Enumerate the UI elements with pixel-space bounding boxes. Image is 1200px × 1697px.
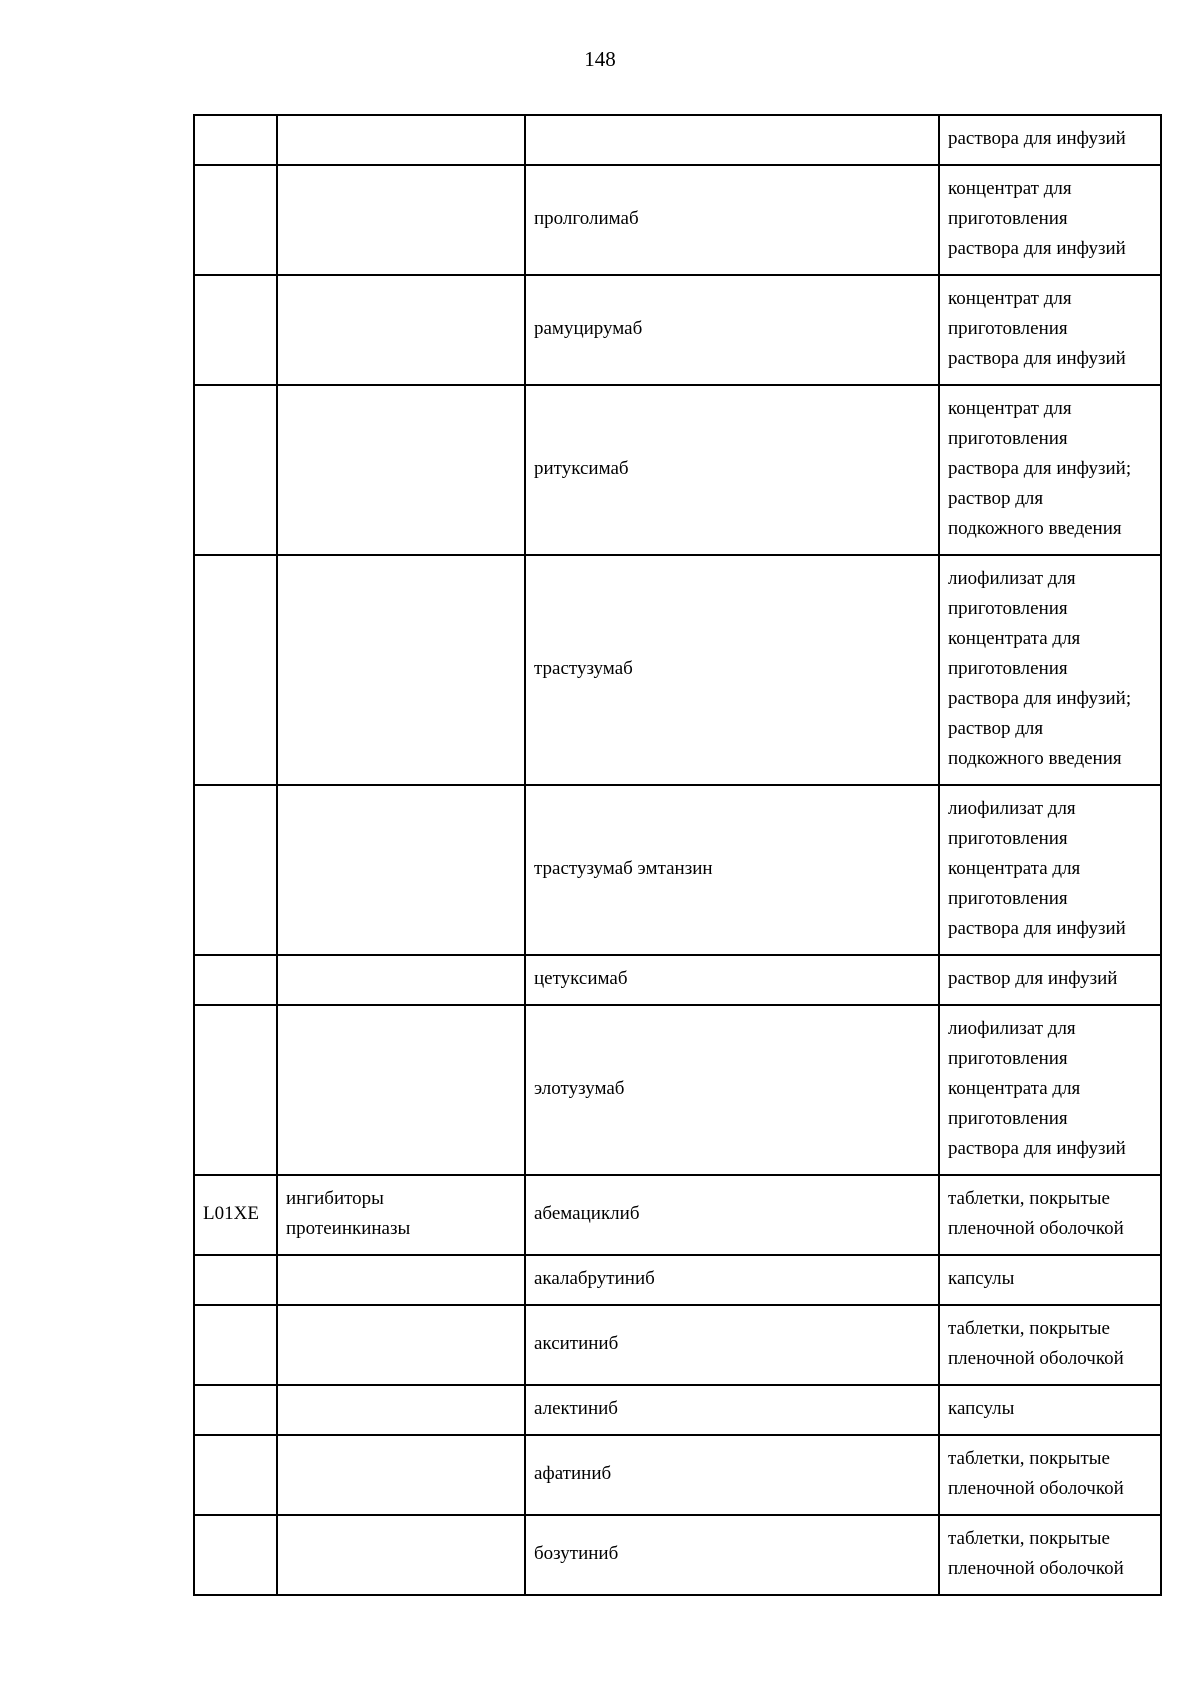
dosage-form-cell [939, 115, 1161, 165]
atc-code-cell [194, 785, 277, 955]
dosage-form-cell-text: капсулы [948, 1268, 1015, 1289]
group-name-cell [277, 115, 525, 165]
group-name-cell [277, 1305, 525, 1385]
drug-name-cell [525, 1385, 939, 1435]
dosage-form-cell [939, 1005, 1161, 1175]
drug-name-cell [525, 555, 939, 785]
dosage-form-cell [939, 955, 1161, 1005]
group-name-cell [277, 1255, 525, 1305]
table-row [194, 785, 1161, 955]
page-number: 148 [584, 47, 616, 71]
drug-name-cell-text: акалабрутиниб [534, 1268, 655, 1289]
drug-name-cell-text: трастузумаб эмтанзин [534, 858, 713, 879]
dosage-form-cell-text: таблетки, покрытые пленочной оболочкой [948, 1528, 1124, 1579]
drug-name-cell [525, 1305, 939, 1385]
drug-name-cell [525, 1515, 939, 1595]
group-name-cell [277, 1515, 525, 1595]
atc-code-cell [194, 1175, 277, 1255]
drug-name-cell [525, 1175, 939, 1255]
drug-name-cell [525, 165, 939, 275]
group-name-cell [277, 275, 525, 385]
dosage-form-cell [939, 165, 1161, 275]
drug-name-cell [525, 955, 939, 1005]
table-row [194, 115, 1161, 165]
dosage-form-cell-text: концентрат для приготовления раствора для инфузий [948, 178, 1126, 259]
atc-code-cell [194, 1005, 277, 1175]
atc-code-cell [194, 385, 277, 555]
atc-code-cell [194, 275, 277, 385]
dosage-form-cell-text: концентрат для приготовления раствора для инфузий [948, 288, 1126, 369]
drug-name-cell [525, 1255, 939, 1305]
dosage-form-cell-text: лиофилизат для приготовления концентрата для приготовления раствора для инфузий [948, 798, 1126, 939]
drug-name-cell [525, 115, 939, 165]
atc-code-cell [194, 955, 277, 1005]
drug-name-cell-text: пролголимаб [534, 208, 639, 229]
drug-name-cell [525, 785, 939, 955]
group-name-cell-text: ингибиторы протеинкиназы [286, 1188, 411, 1239]
drug-name-cell-text: акситиниб [534, 1333, 619, 1354]
drug-name-cell [525, 275, 939, 385]
table-body [194, 115, 1161, 1595]
drug-name-cell [525, 385, 939, 555]
table-row [194, 1005, 1161, 1175]
group-name-cell [277, 165, 525, 275]
dosage-form-cell-text: раствор для инфузий [948, 968, 1118, 989]
dosage-form-cell-text: таблетки, покрытые пленочной оболочкой [948, 1188, 1124, 1239]
atc-code-cell [194, 1435, 277, 1515]
dosage-form-cell [939, 1515, 1161, 1595]
dosage-form-cell-text: раствора для инфузий [948, 128, 1126, 149]
drug-name-cell [525, 1005, 939, 1175]
dosage-form-cell [939, 1435, 1161, 1515]
atc-code-cell [194, 555, 277, 785]
table-row [194, 955, 1161, 1005]
dosage-form-cell-text: таблетки, покрытые пленочной оболочкой [948, 1448, 1124, 1499]
dosage-form-cell [939, 1385, 1161, 1435]
dosage-form-cell [939, 275, 1161, 385]
dosage-form-cell [939, 385, 1161, 555]
dosage-form-cell-text: лиофилизат для приготовления концентрата для приготовления раствора для инфузий; раствор для подкожного введения [948, 568, 1132, 769]
drug-name-cell-text: абемациклиб [534, 1203, 640, 1224]
dosage-form-cell [939, 555, 1161, 785]
atc-code-cell [194, 1305, 277, 1385]
table-row [194, 1435, 1161, 1515]
table-row [194, 385, 1161, 555]
dosage-form-cell [939, 1305, 1161, 1385]
group-name-cell [277, 1385, 525, 1435]
dosage-form-cell-text: лиофилизат для приготовления концентрата для приготовления раствора для инфузий [948, 1018, 1126, 1159]
group-name-cell [277, 1005, 525, 1175]
drug-name-cell-text: элотузумаб [534, 1078, 625, 1099]
dosage-form-cell [939, 1175, 1161, 1255]
table-row [194, 1305, 1161, 1385]
dosage-form-cell [939, 1255, 1161, 1305]
drug-name-cell-text: трастузумаб [534, 658, 633, 679]
table-row [194, 555, 1161, 785]
atc-code-cell [194, 1255, 277, 1305]
atc-code-cell [194, 115, 277, 165]
drug-name-cell-text: ритуксимаб [534, 458, 629, 479]
group-name-cell [277, 955, 525, 1005]
dosage-form-cell-text: концентрат для приготовления раствора для инфузий; раствор для подкожного введения [948, 398, 1132, 539]
group-name-cell [277, 555, 525, 785]
table-row [194, 1175, 1161, 1255]
table-row [194, 1255, 1161, 1305]
table-row [194, 1385, 1161, 1435]
group-name-cell [277, 1175, 525, 1255]
dosage-form-cell [939, 785, 1161, 955]
drug-name-cell-text: рамуцирумаб [534, 318, 643, 339]
table-row [194, 275, 1161, 385]
drug-name-cell-text: алектиниб [534, 1398, 618, 1419]
drug-name-cell-text: цетуксимаб [534, 968, 628, 989]
drug-table [193, 114, 1162, 1596]
table-row [194, 1515, 1161, 1595]
group-name-cell [277, 785, 525, 955]
atc-code-cell-text: L01XE [203, 1203, 259, 1224]
dosage-form-cell-text: капсулы [948, 1398, 1015, 1419]
atc-code-cell [194, 1515, 277, 1595]
drug-name-cell [525, 1435, 939, 1515]
group-name-cell [277, 1435, 525, 1515]
atc-code-cell [194, 1385, 277, 1435]
table-row [194, 165, 1161, 275]
dosage-form-cell-text: таблетки, покрытые пленочной оболочкой [948, 1318, 1124, 1369]
drug-name-cell-text: бозутиниб [534, 1543, 619, 1564]
group-name-cell [277, 385, 525, 555]
atc-code-cell [194, 165, 277, 275]
drug-name-cell-text: афатиниб [534, 1463, 612, 1484]
